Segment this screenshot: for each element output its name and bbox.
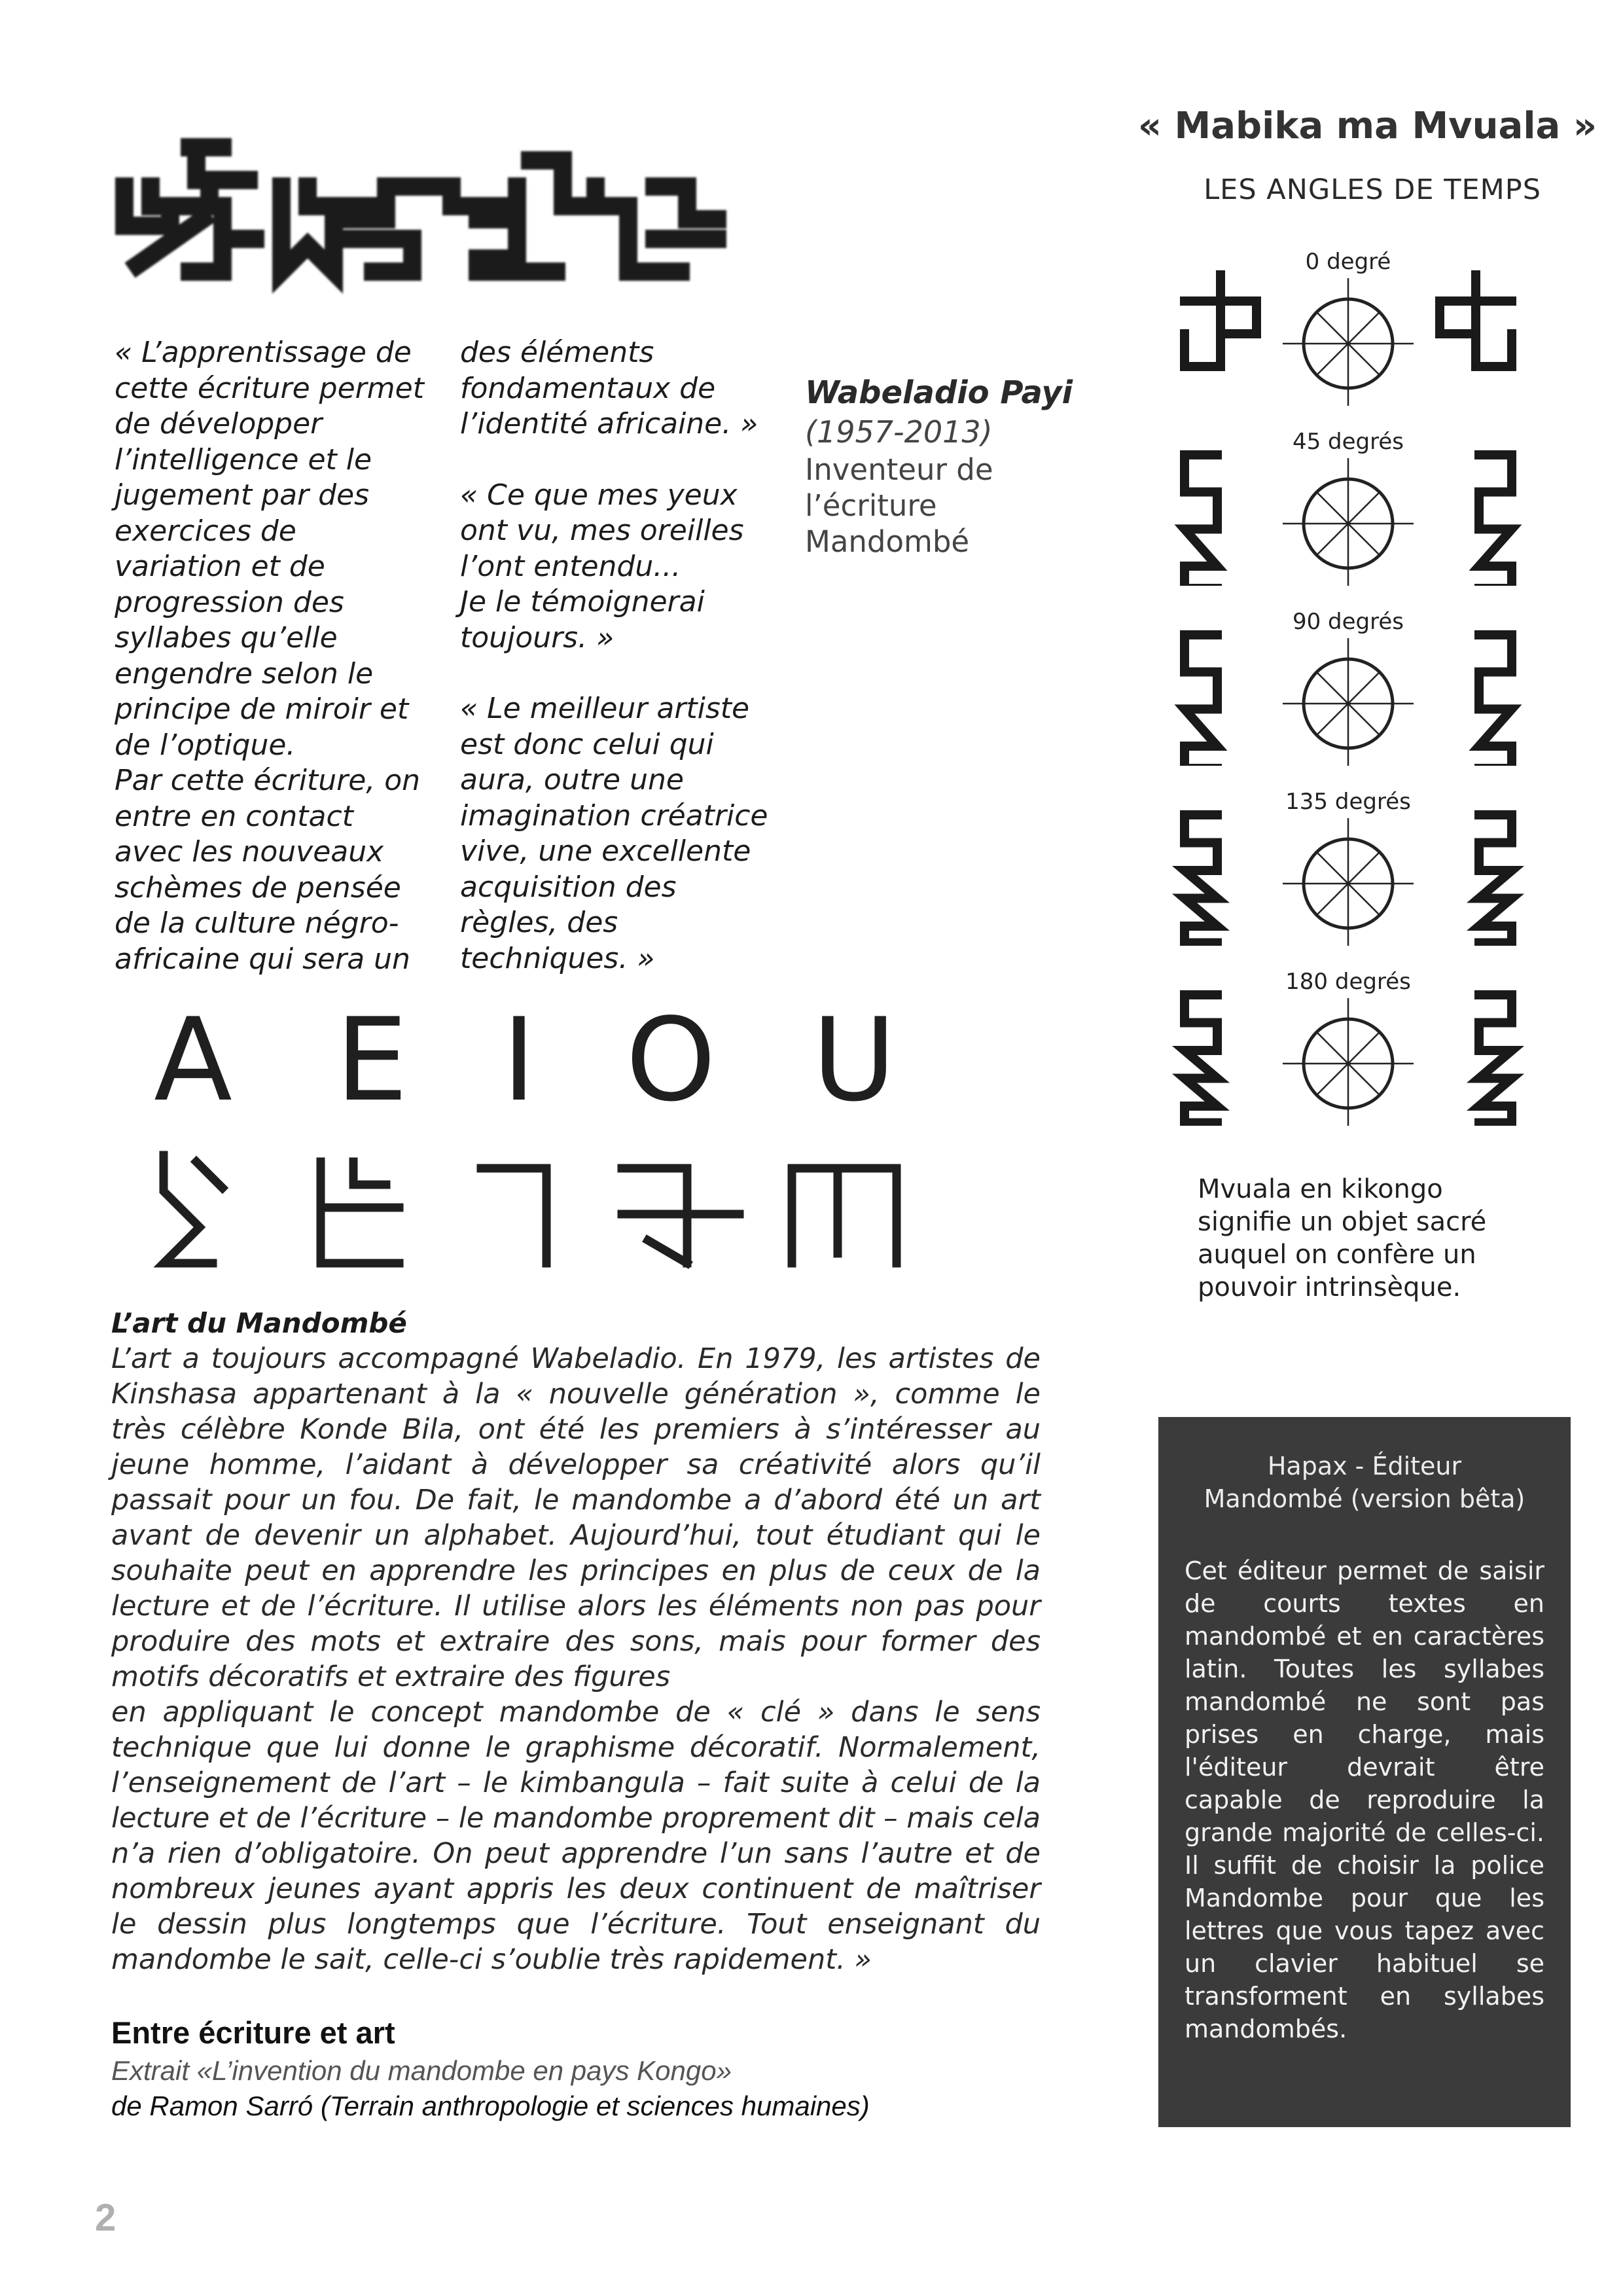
angle-row-135	[1165, 789, 1531, 946]
quote-line: acquisition des	[460, 870, 677, 904]
author-dates: (1957-2013)	[805, 414, 993, 450]
quote-line: avec les nouveaux	[115, 835, 384, 869]
angle-row-0	[1165, 249, 1531, 406]
source-author: de Ramon Sarró (Terrain anthropologie et sciences humaines)	[111, 2090, 870, 2121]
quote-line: vive, une excellente	[460, 834, 751, 868]
angle-glyph-right-icon	[1440, 275, 1512, 367]
angle-label: 90 degrés	[1292, 609, 1404, 635]
quote-line: « Le meilleur artiste	[460, 692, 750, 725]
quote-line: l’intelligence et le	[115, 442, 372, 476]
sidebar-title: « Mabika ma Mvuala »	[1137, 105, 1597, 147]
vowel-letter-e: E	[335, 1011, 408, 1127]
angle-glyph-left-icon	[1185, 455, 1217, 586]
quote-line: fondamentaux de	[460, 371, 716, 405]
angle-glyph-left-icon	[1185, 635, 1217, 766]
compass-icon	[1283, 638, 1414, 766]
vowel-chart	[124, 1011, 929, 1286]
vowel-letter-u: U	[812, 1011, 897, 1127]
author-role-line2: l’écriture	[805, 488, 937, 523]
quote-line: de la culture négro-	[115, 906, 399, 940]
quote-line: ont vu, mes oreilles	[460, 514, 744, 547]
quote-line: « Ce que mes yeux	[460, 478, 738, 512]
angle-row-90	[1165, 609, 1531, 766]
quote-line: imagination créatrice	[460, 798, 768, 833]
angle-row-45	[1165, 429, 1531, 586]
compass-icon	[1283, 458, 1414, 586]
author-role-line1: Inventeur de	[805, 452, 993, 487]
quote-line: règles, des	[460, 906, 618, 939]
quote-line: des éléments	[460, 336, 654, 369]
compass-icon	[1283, 998, 1414, 1126]
editor-info-box	[1158, 1417, 1571, 2127]
sidebar-subtitle: LES ANGLES DE TEMPS	[1204, 173, 1541, 206]
quote-line: est donc celui qui	[460, 727, 714, 761]
quote-line: l’ont entendu...	[460, 549, 681, 583]
quote-paragraph	[460, 478, 787, 656]
quote-line: jugement par des	[115, 478, 370, 512]
vowel-letter-o: O	[626, 1011, 716, 1127]
angle-label: 180 degrés	[1285, 969, 1411, 995]
editor-title-line2: Mandombé (version bêta)	[1204, 1484, 1525, 1513]
quote-line: aura, outre une	[460, 763, 684, 797]
mandombe-vowel-glyphs-icon	[164, 1155, 897, 1263]
quote-line: « L’apprentissage de	[115, 336, 412, 369]
mvuala-note	[1198, 1173, 1564, 1304]
angle-glyph-left-icon	[1185, 275, 1257, 367]
angle-row-180	[1165, 969, 1531, 1126]
angle-label: 0 degré	[1305, 249, 1391, 275]
quote-line: exercices de	[115, 514, 296, 548]
quote-line: variation et de	[115, 550, 325, 583]
page-number: 2	[95, 2197, 116, 2239]
quote-line: schèmes de pensée	[115, 870, 401, 905]
quote-line: principe de miroir et	[115, 692, 409, 726]
author-role-line3: Mandombé	[805, 524, 970, 559]
angle-glyph-right-icon	[1479, 635, 1512, 766]
quote-line: cette écriture permet	[115, 371, 424, 405]
quote-line: africaine qui sera un	[115, 942, 410, 976]
quote-paragraph	[460, 335, 787, 442]
author-block	[805, 373, 1106, 560]
art-body-part2: en appliquant le concept mandombe de « clé » dans le sens technique que lui donne le graphisme décoratif. Normalement, l’enseignement de l’art – le kimbangula – fait suite à celui de la lecture et de l’écriture – le mandombe proprement dit – mais cela n’a rien d’obligatoire. On peut apprendre l’un sans l’autre et de nombreux jeunes ayant appris les deux continuent de maîtriser le dessin plus longtemps que l’écriture. Tout enseignant du mandombe le sait, celle-ci s’oublie très rapidement. »	[111, 1696, 1041, 1976]
vowel-letter-a: A	[154, 1011, 232, 1127]
quote-line: toujours. »	[460, 620, 615, 655]
angle-glyph-left-icon	[1185, 815, 1217, 943]
quote-line: syllabes qu’elle	[115, 621, 338, 655]
angle-label: 45 degrés	[1292, 429, 1404, 455]
compass-icon	[1283, 818, 1414, 946]
angle-glyph-left-icon	[1185, 995, 1217, 1123]
angle-label: 135 degrés	[1285, 789, 1411, 815]
quote-line: Par cette écriture, on	[115, 764, 421, 797]
quote-line: progression des	[115, 585, 344, 619]
note-line: pouvoir intrinsèque.	[1198, 1272, 1461, 1302]
quote-line: entre en contact	[115, 799, 353, 833]
angle-glyph-right-icon	[1479, 455, 1512, 586]
quote-line: techniques. »	[460, 941, 655, 975]
mandombe-title-glyphs-icon	[111, 108, 726, 298]
note-line: signifie un objet sacré	[1198, 1207, 1487, 1237]
quote-column-2	[460, 335, 787, 1012]
quote-line: Je le témoignerai	[460, 585, 705, 619]
source-extract: Extrait «L’invention du mandombe en pays Kongo»	[111, 2055, 732, 2086]
compass-icon	[1283, 278, 1414, 406]
author-name: Wabeladio Payi	[805, 374, 1073, 411]
note-line: auquel on confère un	[1198, 1240, 1476, 1270]
quote-line: l’identité africaine. »	[460, 407, 758, 440]
art-section	[111, 1306, 1041, 1977]
editor-title-line1: Hapax - Éditeur	[1267, 1452, 1462, 1480]
source-title: Entre écriture et art	[111, 2015, 395, 2050]
quote-line: de l’optique.	[115, 728, 296, 762]
vowel-letter-i: I	[502, 1011, 536, 1127]
note-line: Mvuala en kikongo	[1198, 1174, 1443, 1204]
quote-paragraph	[460, 691, 787, 977]
quote-column-1	[115, 335, 442, 977]
art-body-part1: L’art a toujours accompagné Wabeladio. En 1979, les artistes de Kinshasa appartenant à la « nouvelle génération », comme le très célèbre Konde Bila, ont été les premiers à s’intéresser au jeune homme, l’aidant à développer sa créativité alors qu’il passait pour un fou. De fait, le mandombe a d’abord été un art avant de devenir un alphabet. Aujourd’hui, tout étudiant qui le souhaite peut en apprendre les principes en plus de ceux de la lecture et de l’écriture. Il utilise alors les éléments non pas pour produire des mots et extraire des sons, mais pour former des motifs décoratifs et extraire des figures	[111, 1342, 1041, 1693]
angle-glyph-right-icon	[1479, 995, 1512, 1123]
quote-line: engendre selon le	[115, 656, 374, 691]
source-block	[111, 2013, 1093, 2124]
quote-line: de développer	[115, 407, 323, 440]
art-title: L’art du Mandombé	[111, 1307, 407, 1339]
editor-description: Cet éditeur permet de saisir de courts textes en mandombé et en caractères latin. Toutes les syllabes mandombé ne sont pas prises en charge, mais l'éditeur devrait être capable de reproduire la grande majorité de celles-ci. Il suffit de choisir la police Mandombe pour que les lettres que vous tapez avec un clavier habituel se transforment en syllabes mandombés.	[1185, 1556, 1544, 2043]
angle-glyph-right-icon	[1479, 815, 1512, 943]
